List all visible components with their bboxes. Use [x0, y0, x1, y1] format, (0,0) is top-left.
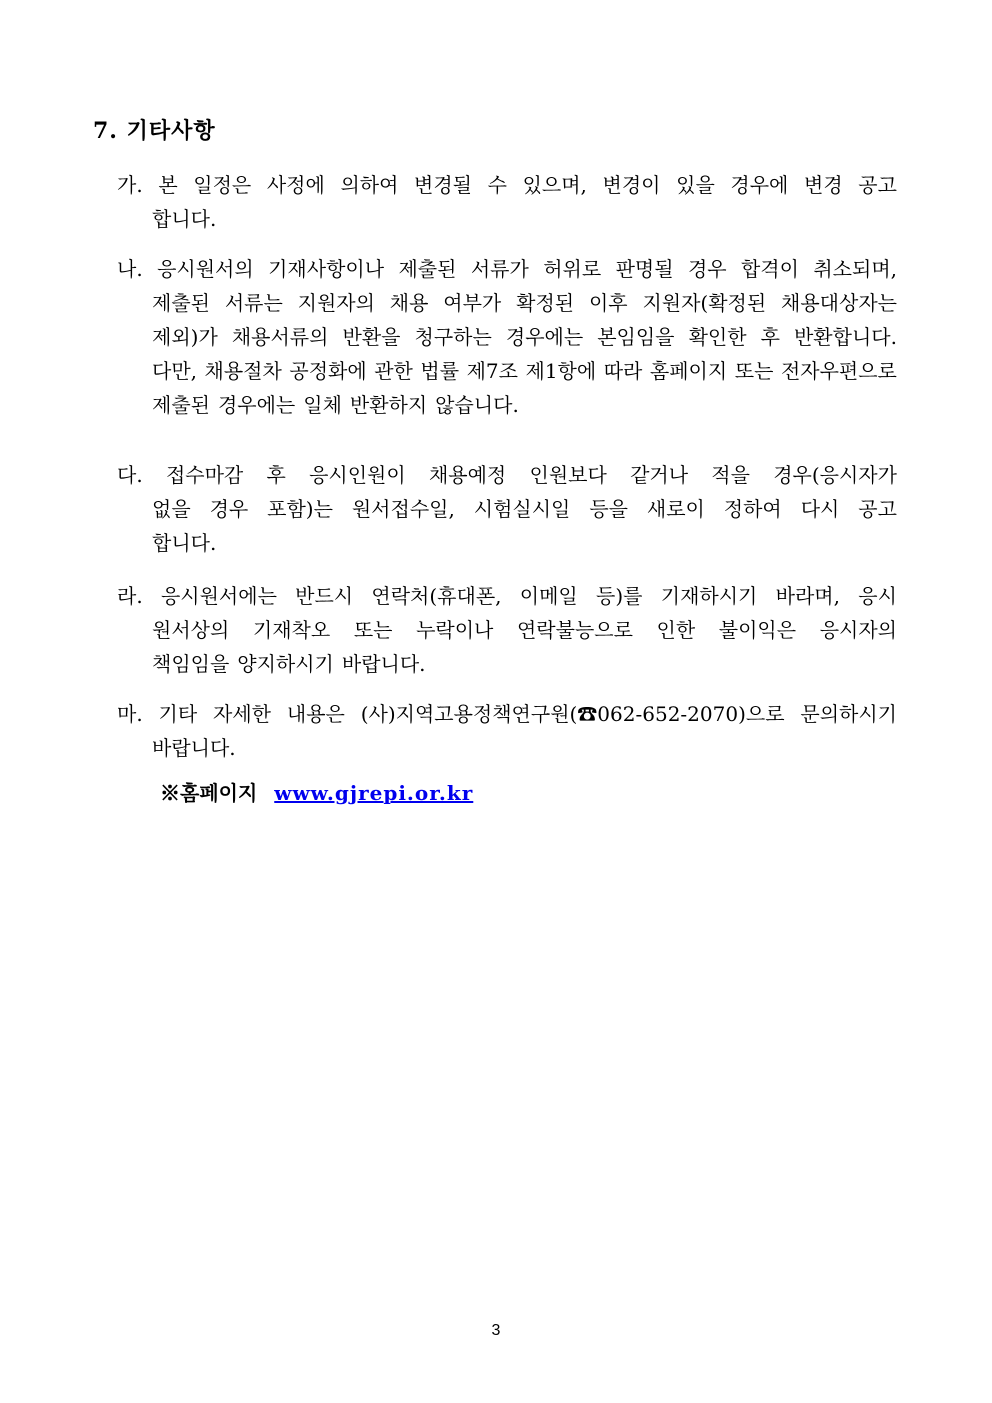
word: 응시원서에는 [160, 584, 277, 608]
word: 수 [487, 173, 507, 197]
word: 연락불능으로 [516, 618, 633, 642]
word: 반환합니다. [793, 325, 897, 349]
word: 경우에 [730, 173, 789, 197]
item-marker: 나. [117, 257, 143, 281]
item-marker: 다. [117, 463, 143, 487]
word: 원서상의 [152, 618, 230, 642]
word: 접수마감 [165, 463, 244, 487]
word: 인원보다 [529, 463, 607, 487]
word: 채용서류의 [231, 325, 329, 349]
word: 후 [760, 325, 780, 349]
word: 응시원서의 [157, 257, 254, 281]
text-line [117, 202, 897, 236]
word: 않습니다. [435, 393, 519, 417]
word: 다만, [152, 359, 197, 383]
word: 확정된 [516, 291, 575, 315]
word: 경우에는 [505, 325, 584, 349]
word: 같거나 [630, 463, 689, 487]
word: 경우에는 [217, 393, 296, 417]
notice-item [117, 579, 897, 681]
text-line [117, 320, 897, 354]
word: 반환을 [342, 325, 401, 349]
word: 경우 [209, 497, 249, 521]
section-title: 7. 기타사항 [93, 118, 216, 144]
word: 응시자의 [819, 618, 897, 642]
text-line [117, 458, 897, 492]
word: 누락이나 [416, 618, 494, 642]
word: 양지하시기 [237, 652, 334, 676]
notice-item [117, 458, 897, 560]
word: 반환하지 [349, 393, 428, 417]
word: 변경될 [414, 173, 473, 197]
word: 제출된 [152, 393, 210, 417]
text-line [117, 613, 897, 647]
word: 확인한 [688, 325, 747, 349]
text-line [117, 354, 897, 388]
word: 채용대상자는 [781, 291, 897, 315]
word: 자세한 [213, 702, 272, 726]
text-line [117, 252, 897, 286]
text-line [117, 168, 897, 202]
word: 기재사항이나 [268, 257, 385, 281]
word: 책임임을 [152, 652, 230, 676]
word: 지원자의 [297, 291, 375, 315]
word: 기재하시기 [660, 584, 758, 608]
word: 일체 [303, 393, 342, 417]
word: 여부가 [443, 291, 502, 315]
text-line [117, 492, 897, 526]
word: 일정은 [193, 173, 252, 197]
word: 등을 [589, 497, 628, 521]
homepage-line [160, 776, 473, 810]
word: 연락처(휴대폰, [371, 584, 502, 608]
text-line [117, 697, 897, 731]
word: 제7조 [466, 359, 518, 383]
word: 경우 [687, 257, 727, 281]
word: 문의하시기 [800, 702, 897, 726]
word: 제출된 [152, 291, 210, 315]
word: 의하여 [340, 173, 399, 197]
text-line [117, 388, 897, 422]
word: 채용절차 [204, 359, 282, 383]
text-line [117, 731, 897, 765]
word: 후 [266, 463, 286, 487]
word: 포함)는 [267, 497, 333, 521]
word: 홈페이지 [649, 359, 728, 383]
item-marker: 라. [117, 584, 143, 608]
word: 새로이 [646, 497, 705, 521]
word: 기타 [158, 702, 198, 726]
notice-item [117, 252, 897, 422]
word: 본임임을 [597, 325, 675, 349]
word: 허위로 [543, 257, 602, 281]
word: 응시인원이 [309, 463, 406, 487]
word: (사)지역고용정책연구원(☎062-652-2070)으로 [360, 702, 785, 726]
word: 정하여 [723, 497, 782, 521]
word: 따라 [603, 359, 643, 383]
word: 제외)가 [152, 325, 218, 349]
word: 내용은 [286, 702, 345, 726]
word: 시험실시일 [473, 497, 571, 521]
word: 판명될 [615, 257, 674, 281]
text-line [117, 647, 897, 681]
word: 공정화에 [289, 359, 367, 383]
word: 있을 [676, 173, 715, 197]
word: 불이익은 [718, 618, 797, 642]
word: 인한 [656, 618, 696, 642]
word: 제출된 [398, 257, 457, 281]
word: 합니다. [152, 207, 217, 231]
word: 합니다. [152, 531, 217, 555]
word: 취소되며, [813, 257, 897, 281]
word: 다시 [800, 497, 840, 521]
text-line [117, 286, 897, 320]
word: 변경 [804, 173, 843, 197]
word: 등)를 [596, 584, 643, 608]
notice-item [117, 697, 897, 765]
word: 경우(응시자가 [773, 463, 897, 487]
word: 지원자(확정된 [642, 291, 767, 315]
homepage-link[interactable]: www.gjrepi.or.kr [274, 781, 474, 805]
word: 바라며, [775, 584, 840, 608]
text-line [117, 579, 897, 613]
word: 합격이 [740, 257, 799, 281]
word: 바랍니다. [152, 736, 236, 760]
word: 없을 [152, 497, 191, 521]
word: 있으며, [522, 173, 587, 197]
word: 본 [158, 173, 178, 197]
word: 전자우편으로 [780, 359, 897, 383]
notice-item [117, 168, 897, 236]
word: 서류는 [224, 291, 283, 315]
word: 기재착오 [252, 618, 331, 642]
word: 또는 [353, 618, 393, 642]
word: 또는 [734, 359, 774, 383]
homepage-label: ※홈페이지 [160, 781, 258, 805]
word: 법률 [420, 359, 460, 383]
word: 공고 [858, 173, 897, 197]
item-marker: 가. [117, 173, 143, 197]
page-number: 3 [491, 1322, 501, 1339]
word: 관한 [374, 359, 413, 383]
word: 서류가 [470, 257, 529, 281]
word: 바랍니다. [341, 652, 426, 676]
word: 채용 [389, 291, 429, 315]
word: 이메일 [519, 584, 578, 608]
word: 응시 [858, 584, 897, 608]
word: 변경이 [602, 173, 661, 197]
text-line [117, 526, 897, 560]
word: 적을 [711, 463, 750, 487]
item-marker: 마. [117, 702, 143, 726]
word: 공고 [858, 497, 897, 521]
word: 반드시 [295, 584, 354, 608]
word: 청구하는 [414, 325, 492, 349]
word: 사정에 [266, 173, 325, 197]
word: 원서접수일, [351, 497, 455, 521]
word: 이후 [588, 291, 628, 315]
word: 제1항에 [525, 359, 597, 383]
word: 채용예정 [428, 463, 507, 487]
